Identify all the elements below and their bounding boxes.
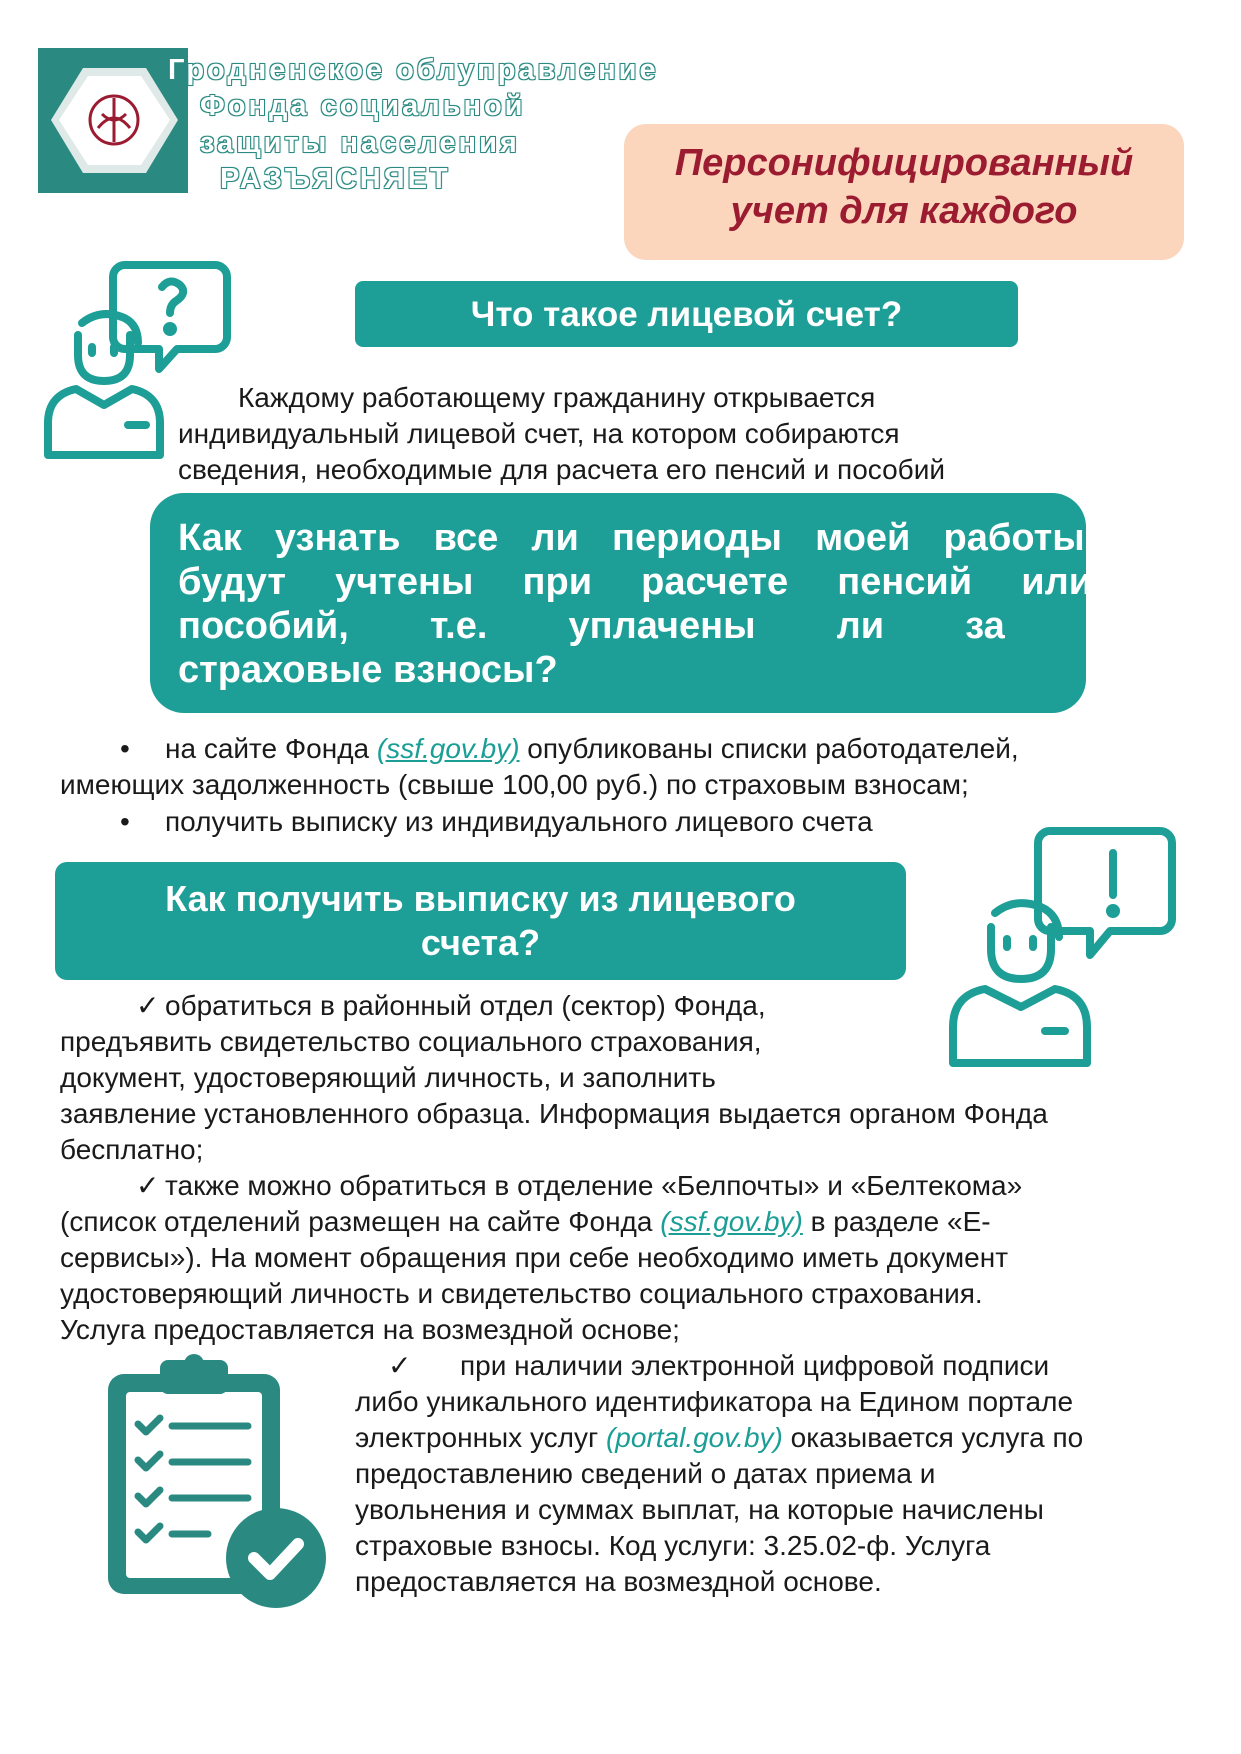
- paragraph-line-3: сведения, необходимые для расчета его пенсий и пособий: [178, 454, 945, 485]
- ssf-link-2[interactable]: (ssf.gov.by): [660, 1206, 803, 1237]
- bullet-1-pre: на сайте Фонда: [165, 733, 377, 764]
- option-2-line-3: сервисы»). На момент обращения при себе необходимо иметь документ: [60, 1242, 1009, 1273]
- option-1-line-4: заявление установленного образца. Информация выдается органом Фонда: [60, 1098, 1048, 1129]
- section-title-account: [355, 281, 1018, 347]
- bullet-1-line-2: имеющих задолженность (свыше 100,00 руб.) по страховым взносам;: [60, 769, 969, 800]
- option-2-line-5: Услуга предоставляется на возмездной основе;: [60, 1314, 680, 1345]
- option-2-line-1: также можно обратиться в отделение «Белпочты» и «Белтекома»: [165, 1170, 1023, 1201]
- option-3-line-4: предоставлению сведений о датах приема и: [355, 1458, 936, 1489]
- option-2-check: ✓: [136, 1170, 160, 1201]
- section-title-statement-line-1: Как получить выписку из лицевого: [165, 878, 796, 919]
- bullet-1-post: опубликованы списки работодателей,: [519, 733, 1019, 764]
- header-line-2: Фонда социальной: [200, 90, 526, 122]
- section-title-account-text: Что такое лицевой счет?: [470, 295, 903, 334]
- bullet-2: получить выписку из индивидуального лицевого счета: [165, 806, 873, 837]
- paragraph-line-1: Каждому работающему гражданину открывается: [238, 382, 876, 413]
- header-line-3: защиты населения: [200, 127, 520, 159]
- bullet-marker-2: •: [120, 806, 130, 837]
- question-line-4: страховые взносы?: [178, 649, 558, 691]
- question-line-1: Как узнать все ли периоды моей работы: [178, 517, 1085, 559]
- option-1-line-3: документ, удостоверяющий личность, и заполнить: [60, 1062, 716, 1093]
- option-1-line-5: бесплатно;: [60, 1134, 204, 1165]
- section-title-statement: [55, 862, 906, 980]
- banner-line-1: Персонифицированный: [674, 142, 1134, 184]
- option-3-line-2: либо уникального идентификатора на Едином портале: [355, 1386, 1074, 1417]
- option-3-line-3: [355, 1422, 1083, 1454]
- option-3-line-6: страховые взносы. Код услуги: 3.25.02-ф. Услуга: [355, 1530, 991, 1561]
- bullet-1-line-1: [165, 733, 1019, 765]
- banner-line-2: учет для каждого: [730, 190, 1078, 232]
- option-3-line-5: увольнения и суммах выплат, на которые начислены: [355, 1494, 1044, 1525]
- title-banner: [624, 124, 1184, 260]
- question-line-3: пособий, т.е. уплачены ли за меня: [178, 605, 1181, 647]
- option-1-line-2: предъявить свидетельство социального страхования,: [60, 1026, 762, 1057]
- option-3-line-3-post: оказывается услуга по: [782, 1422, 1084, 1453]
- option-3-line-3-pre: электронных услуг: [355, 1422, 606, 1453]
- fund-logo: [38, 48, 188, 193]
- option-2-line-2: [60, 1206, 991, 1238]
- header-line-4: РАЗЪЯСНЯЕТ: [220, 163, 451, 195]
- person-exclamation-icon: [945, 825, 1185, 1070]
- option-3-line-1: при наличии электронной цифровой подписи: [460, 1350, 1050, 1381]
- option-2-line-4: удостоверяющий личность и свидетельство социального страхования.: [60, 1278, 983, 1309]
- option-1-check: ✓: [136, 990, 160, 1021]
- question-box: [150, 493, 1181, 713]
- question-line-2: будут учтены при расчете пенсий или: [178, 561, 1093, 603]
- bullet-marker-1: •: [120, 733, 130, 764]
- header-line-1: Гродненское облуправление: [168, 54, 659, 86]
- option-3-check: ✓: [388, 1350, 412, 1381]
- option-2-line-2-pre: (список отделений размещен на сайте Фонда: [60, 1206, 661, 1237]
- option-2-line-2-post: в разделе «Е-: [802, 1206, 991, 1237]
- section-title-statement-line-2: счета?: [420, 922, 541, 963]
- ssf-link-1[interactable]: (ssf.gov.by): [376, 733, 520, 764]
- option-3-line-7: предоставляется на возмездной основе.: [355, 1566, 882, 1597]
- paragraph-line-2: индивидуальный лицевой счет, на котором собираются: [178, 418, 900, 449]
- portal-link[interactable]: (portal.gov.by): [605, 1422, 783, 1453]
- checklist-icon: [108, 1352, 328, 1612]
- option-1-line-1: обратиться в районный отдел (сектор) Фонда,: [165, 990, 766, 1021]
